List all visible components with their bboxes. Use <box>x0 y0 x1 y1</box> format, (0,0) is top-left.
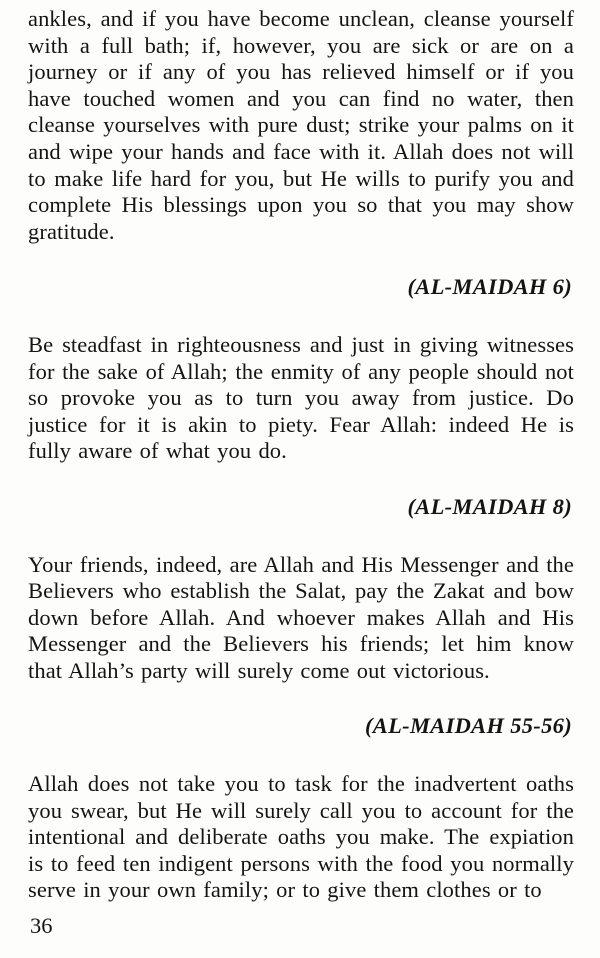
paragraph-ablution: ankles, and if you have become unclean, cleanse yourself with a full bath; if, however, you are sick or are on a journey or if any of you has relieved himself or if you have touched women and you can find no water, then cleanse yourselves with pure dust; strike your palms on it and wipe your hands and face with it. Allah does not will to make life hard for you, but He wills to purify you and complete His blessings upon you so that you may show gratitude. <box>28 6 574 244</box>
page-number: 36 <box>30 913 53 939</box>
paragraph-friends-of-allah: Your friends, indeed, are Allah and His Messenger and the Believers who establish the Salat, pay the Zakat and bow down before Allah. And whoever makes Allah and His Messenger and the Believers his friends; let him know that Allah’s party will surely come out victorious. <box>28 551 574 683</box>
paragraph-oaths-expiation: Allah does not take you to task for the inadvertent oaths you swear, but He will surely call you to account for the intentional and deliberate oaths you make. The expiation is to feed ten indigent persons with the food you normally serve in your own family; or to give them clothes or to <box>28 771 574 903</box>
paragraph-steadfast-justice: Be steadfast in righteousness and just in giving witnesses for the sake of Allah; the enmity of any people should not so provoke you as to turn you away from justice. Do justice for it is akin to piety. Fear Allah: indeed He is fully aware of what you do. <box>28 331 574 464</box>
citation-al-maidah-8: (AL-MAIDAH 8) <box>407 493 572 519</box>
citation-al-maidah-6: (AL-MAIDAH 6) <box>407 274 572 300</box>
citation-al-maidah-55-56: (AL-MAIDAH 55-56) <box>365 713 572 739</box>
